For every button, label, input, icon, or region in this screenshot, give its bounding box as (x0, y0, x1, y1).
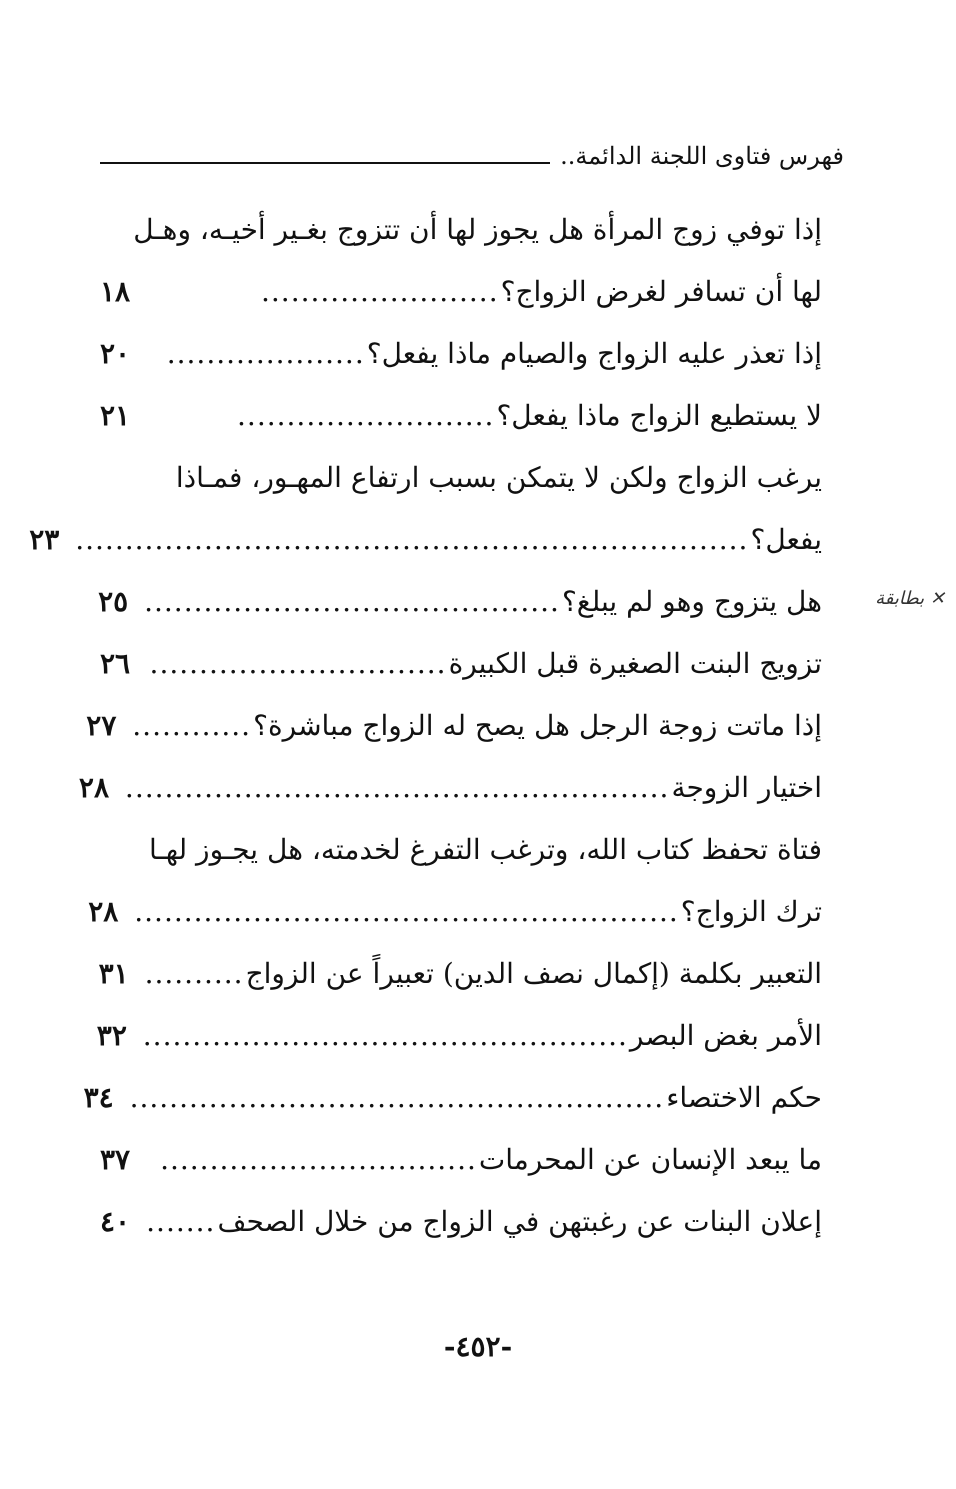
running-header (100, 136, 844, 176)
page-number: -٤٥٢- (443, 1330, 513, 1363)
header-rule (100, 162, 550, 164)
toc-page-number: ٣٢ (96, 1018, 127, 1052)
toc-entry-text: لا يستطيع الزواج ماذا يفعل؟ (496, 398, 822, 432)
toc-leader-dots: ................................................. (142, 1018, 628, 1052)
toc-entry (78, 756, 822, 818)
toc-page-number: ٢٧ (86, 708, 117, 742)
toc-entry-text: التعبير بكلمة (إكمال نصف الدين) تعبيراً عن الزواج (245, 956, 822, 990)
toc-entry (100, 446, 822, 508)
toc-entry (83, 1066, 822, 1128)
toc-entry-text: ما يبعد الإنسان عن المحرمات (478, 1142, 822, 1176)
toc-leader-dots: .......................................... (144, 584, 560, 618)
toc-entry (100, 818, 822, 880)
handwritten-margin-note: ✕ بطابقة (875, 588, 945, 609)
toc-entry (29, 508, 822, 570)
toc-leader-dots: .............................. (149, 646, 447, 680)
toc-page-number: ٢٠ (100, 336, 131, 370)
toc-entry (100, 260, 822, 322)
toc-leader-dots: ................................ (160, 1142, 477, 1176)
toc-leader-dots: .................................................................... (75, 522, 749, 556)
toc-entry (100, 942, 822, 1004)
toc-leader-dots: ...................................................... (129, 1080, 665, 1114)
toc-entry (100, 322, 822, 384)
toc-entry-text: إذا تعذر عليه الزواج والصيام ماذا يفعل؟ (366, 336, 822, 370)
toc-page-number: ٢٦ (100, 646, 131, 680)
toc-entry (100, 384, 822, 446)
toc-entry (100, 570, 822, 632)
toc-entry-text: ترك الزواج؟ (680, 894, 822, 928)
toc-entry-text: فتاة تحفظ كتاب الله، وترغب التفرغ لخدمته، هل يجـوز لهـا (148, 832, 822, 866)
toc-leader-dots: ............ (132, 708, 252, 742)
toc-leader-dots: ........................ (261, 274, 499, 308)
toc-entry-text: تزويج البنت الصغيرة قبل الكبيرة (448, 646, 822, 680)
toc-leader-dots: .................... (166, 336, 365, 370)
toc-page-number: ٣٧ (100, 1142, 131, 1176)
toc-page-number: ٢٣ (29, 522, 60, 556)
toc-entry-text: حكم الاختصاء (666, 1080, 822, 1114)
toc-leader-dots: .......................... (237, 398, 495, 432)
toc-page-number: ٤٠ (100, 1204, 131, 1238)
toc-page-number: ٣٤ (83, 1080, 114, 1114)
toc-page-number: ١٨ (100, 274, 131, 308)
toc-entry-text: إعلان البنات عن رغبتهن في الزواج من خلال الصحف (217, 1204, 822, 1238)
toc-entry (96, 1004, 822, 1066)
toc-entry-text: الأمر بغض البصر (629, 1018, 822, 1052)
toc-entry-text: لها أن تسافر لغرض الزواج؟ (500, 274, 822, 308)
header-title: فهرس فتاوى اللجنة الدائمة.. (560, 142, 844, 170)
toc-entry-text: إذا ماتت زوجة الرجل هل يصح له الزواج مباشرة؟ (253, 708, 822, 742)
toc-entry (86, 694, 822, 756)
toc-entry (100, 632, 822, 694)
toc-entry-text: يفعل؟ (750, 522, 822, 556)
toc-leader-dots: ....................................................... (124, 770, 670, 804)
toc-page-number: ٣١ (98, 956, 129, 990)
toc-entry (88, 880, 822, 942)
toc-entry (100, 1128, 822, 1190)
toc-entry-text: إذا توفي زوج المرأة هل يجوز لها أن تتزوج بغـير أخيـه، وهـل (133, 212, 822, 246)
toc-page-number: ٢٥ (98, 584, 129, 618)
table-of-contents (29, 198, 822, 1252)
toc-entry-text: اختيار الزوجة (671, 770, 822, 804)
toc-entry (100, 1190, 822, 1252)
toc-leader-dots: .......... (144, 956, 244, 990)
toc-entry-text: يرغب الزواج ولكن لا يتمكن بسبب ارتفاع المهـور، فمـاذا (175, 460, 822, 494)
toc-page-number: ٢٨ (78, 770, 109, 804)
toc-leader-dots: ....................................................... (134, 894, 679, 928)
toc-page-number: ٢٨ (88, 894, 119, 928)
toc-entry-text: هل يتزوج وهو لم يبلغ؟ (561, 584, 822, 618)
toc-page-number: ٢١ (100, 398, 131, 432)
toc-entry (100, 198, 822, 260)
toc-leader-dots: ....... (146, 1204, 216, 1238)
